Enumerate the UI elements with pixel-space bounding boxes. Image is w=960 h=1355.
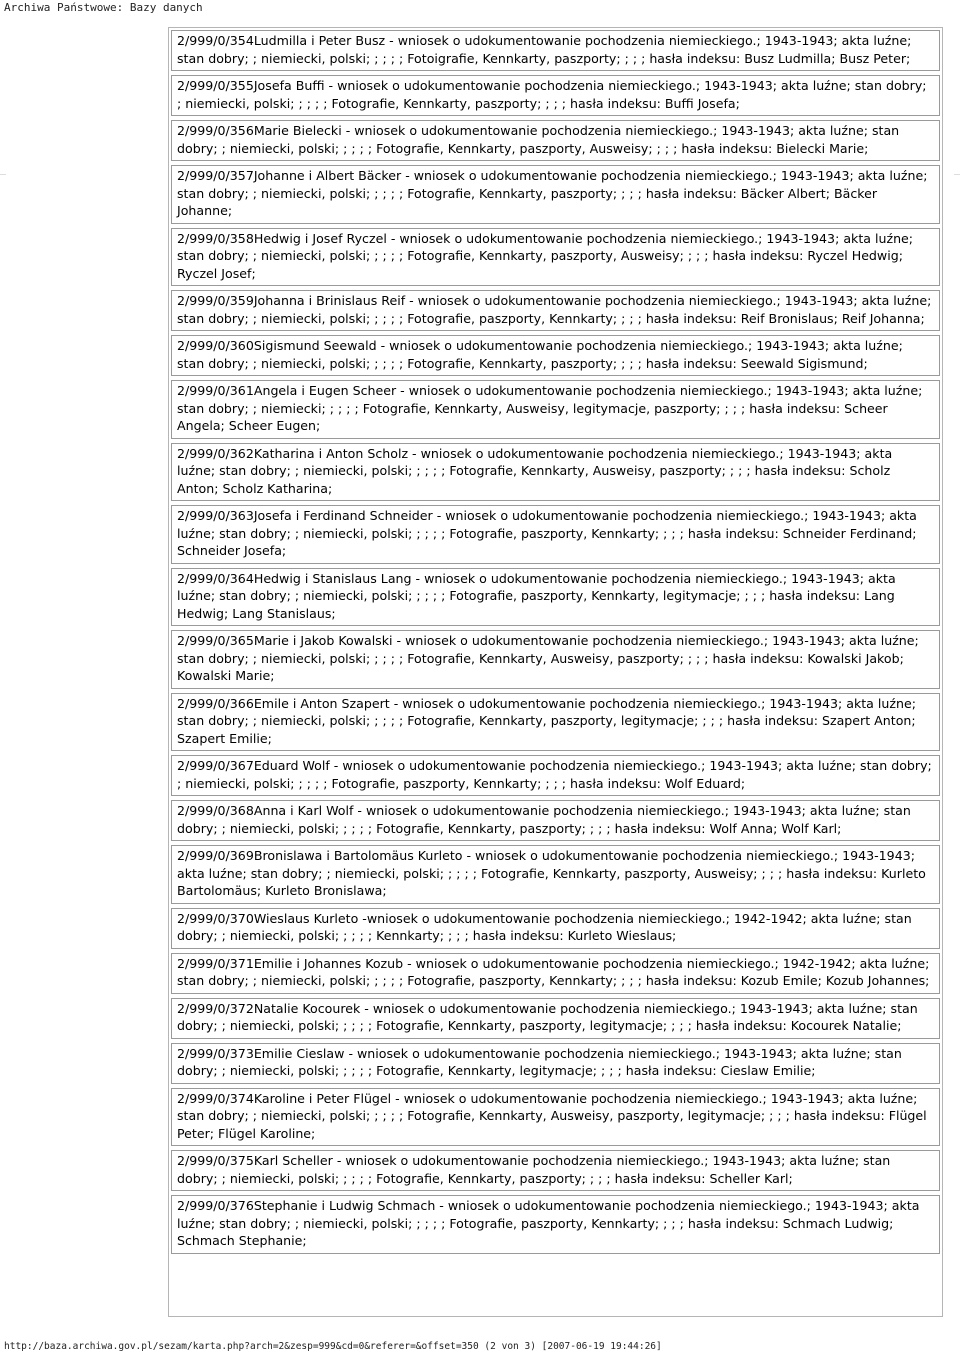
record-description: Natalie Kocourek - wniosek o udokumentowanie pochodzenia niemieckiego.; 1943-1943; akta luźne; stan dobry; ; niemiecki, polski; ; ; ; ; Fotografie, Kennkarty, paszporty, legitymacje; ; ; ; hasła indeksu: Kocourek Natalie; xyxy=(177,1000,918,1033)
record-description: Karoline i Peter Flügel - wniosek o udokumentowanie pochodzenia niemieckiego.; 1943-1943; akta luźne; stan dobry; ; niemiecki, polski; ; ; ; ; Fotografie, Kennkarty, Ausweisy, paszporty, legitymacje; ; ; ; hasła indeksu: Flügel Peter; Flügel Karoline; xyxy=(177,1090,927,1141)
record-signature[interactable]: 2/999/0/367 xyxy=(177,758,254,773)
footer-url: http://baza.archiwa.gov.pl/sezam/karta.php?arch=2&zesp=999&cd=0&referer=&offset=350 (2 von 3) [2007-06-19 19:44:26] xyxy=(4,1341,662,1352)
records-table xyxy=(168,27,943,1317)
record-signature[interactable]: 2/999/0/372 xyxy=(177,1000,254,1016)
record-row xyxy=(171,1195,940,1254)
record-description: Josefa Buffi - wniosek o udokumentowanie pochodzenia niemieckiego.; 1943-1943; akta luźne; stan dobry; ; niemiecki, polski; ; ; ; ; Fotografie, Kennkarty, paszporty; ; ; ; hasła indeksu: Buffi Josefa; xyxy=(177,78,927,111)
record-row xyxy=(171,380,940,439)
record-description: Hedwig i Josef Ryczel - wniosek o udokumentowanie pochodzenia niemieckiego.; 1943-1943; akta luźne; stan dobry; ; niemiecki, polski; ; ; ; ; Fotografie, Kennkarty, paszporty, Ausweisy; ; ; ; hasła indeksu: Ryczel Hedwig; Ryczel Josef; xyxy=(177,230,914,281)
record-description: Sigismund Seewald - wniosek o udokumentowanie pochodzenia niemieckiego.; 1943-1943; akta luźne; stan dobry; ; niemiecki, polski; ; ; ; ; Fotografie, Kennkarty, paszporty; ; ; ; hasła indeksu: Seewald Sigismund; xyxy=(177,338,903,371)
record-description: Johanne i Albert Bäcker - wniosek o udokumentowanie pochodzenia niemieckiego.; 1943-1943; akta luźne; stan dobry; ; niemiecki, polski; ; ; ; ; Fotografie, Kennkarty, paszporty; ; ; ; hasła indeksu: Bäcker Albert; Bäcker Johanne; xyxy=(177,168,928,218)
record-row xyxy=(171,755,940,796)
record-signature[interactable]: 2/999/0/360 xyxy=(177,338,254,353)
record-description: Emilie i Johannes Kozub - wniosek o udokumentowanie pochodzenia niemieckiego.; 1942-1942; akta luźne; stan dobry; ; niemiecki, polski; ; ; ; ; Fotografie, paszporty, Kennkarty; ; ; ; hasła indeksu: Kozub Emile; Kozub Johannes; xyxy=(177,955,930,988)
record-row xyxy=(171,845,940,904)
record-signature[interactable]: 2/999/0/368 xyxy=(177,803,254,818)
record-description: Katharina i Anton Scholz - wniosek o udokumentowanie pochodzenia niemieckiego.; 1943-1943; akta luźne; stan dobry; ; niemiecki, polski; ; ; ; ; Fotografie, Kennkarty, Ausweisy, paszporty; ; ; ; hasła indeksu: Scholz Anton; Scholz Katharina; xyxy=(177,445,893,496)
record-description: Emilie Cieslaw - wniosek o udokumentowanie pochodzenia niemieckiego.; 1943-1943; akta luźne; stan dobry; ; niemiecki, polski; ; ; ; ; Fotografie, Kennkarty, legitymacje; ; ; ; hasła indeksu: Cieslaw Emilie; xyxy=(177,1045,902,1078)
record-row xyxy=(171,953,940,994)
record-row xyxy=(171,228,940,287)
record-row xyxy=(171,908,940,949)
record-signature[interactable]: 2/999/0/375 xyxy=(177,1153,254,1168)
edge-divider-left xyxy=(0,174,6,175)
record-signature[interactable]: 2/999/0/357 xyxy=(177,168,254,183)
record-row xyxy=(171,1043,940,1084)
record-description: Marie Bielecki - wniosek o udokumentowanie pochodzenia niemieckiego.; 1943-1943; akta luźne; stan dobry; ; niemiecki, polski; ; ; ; ; Fotografie, Kennkarty, paszporty, Ausweisy; ; ; ; hasła indeksu: Bielecki Marie; xyxy=(177,123,900,156)
record-description: Stephanie i Ludwig Schmach - wniosek o udokumentowanie pochodzenia niemieckiego.; 1943-1943; akta luźne; stan dobry; ; niemiecki, polski; ; ; ; ; Fotografie, paszporty, Kennkarty; ; ; ; hasła indeksu: Schmach Ludwig; Schmach Stephanie; xyxy=(177,1198,920,1248)
record-description: Anna i Karl Wolf - wniosek o udokumentowanie pochodzenia niemieckiego.; 1943-1943; akta luźne; stan dobry; ; niemiecki, polski; ; ; ; ; Fotografie, Kennkarty, paszporty; ; ; ; hasła indeksu: Wolf Anna; Wolf Karl; xyxy=(177,803,911,836)
record-signature[interactable]: 2/999/0/358 xyxy=(177,230,254,246)
record-signature[interactable]: 2/999/0/374 xyxy=(177,1090,254,1106)
record-row xyxy=(171,290,940,331)
record-description: Emile i Anton Szapert - wniosek o udokumentowanie pochodzenia niemieckiego.; 1943-1943; akta luźne; stan dobry; ; niemiecki, polski; ; ; ; ; Fotografie, Kennkarty, paszporty, legitymacje; ; ; ; hasła indeksu: Szapert Anton; Szapert Emilie; xyxy=(177,695,916,746)
record-signature[interactable]: 2/999/0/361 xyxy=(177,383,254,398)
page-title: Archiwa Państwowe: Bazy danych xyxy=(4,1,203,14)
record-signature[interactable]: 2/999/0/369 xyxy=(177,848,254,863)
record-description: Ludmilla i Peter Busz - wniosek o udokumentowanie pochodzenia niemieckiego.; 1943-1943; akta luźne; stan dobry; ; niemiecki, polski; ; ; ; ; Fotoigrafie, Kennkarty, paszporty; ; ; ; hasła indeksu: Busz Ludmilla; Busz Peter; xyxy=(177,33,912,66)
record-row xyxy=(171,998,940,1039)
record-signature[interactable]: 2/999/0/373 xyxy=(177,1045,254,1061)
record-row xyxy=(171,30,940,71)
record-description: Bronislawa i Bartolomäus Kurleto - wniosek o udokumentowanie pochodzenia niemieckiego.; 1943-1943; akta luźne; stan dobry; ; niemiecki, polski; ; ; ; ; Fotografie, Kennkarty, paszporty, Ausweisy; ; ; ; hasła indeksu: Kurleto Bartolomäus; Kurleto Bronislawa; xyxy=(177,848,926,898)
record-row xyxy=(171,120,940,161)
record-signature[interactable]: 2/999/0/354 xyxy=(177,33,254,48)
record-description: Hedwig i Stanislaus Lang - wniosek o udokumentowanie pochodzenia niemieckiego.; 1943-1943; akta luźne; stan dobry; ; niemiecki, polski; ; ; ; ; Fotografie, paszporty, Kennkarty, legitymacje; ; ; ; hasła indeksu: Lang Hedwig; Lang Stanislaus; xyxy=(177,570,896,621)
record-signature[interactable]: 2/999/0/364 xyxy=(177,570,254,586)
record-signature[interactable]: 2/999/0/370 xyxy=(177,910,254,926)
record-row xyxy=(171,568,940,627)
record-row xyxy=(171,335,940,376)
record-row xyxy=(171,800,940,841)
record-row xyxy=(171,630,940,689)
record-row xyxy=(171,1088,940,1147)
record-row xyxy=(171,505,940,564)
record-description: Karl Scheller - wniosek o udokumentowanie pochodzenia niemieckiego.; 1943-1943; akta luźne; stan dobry; ; niemiecki, polski; ; ; ; ; Fotografie, Kennkarty, paszporty; ; ; ; hasła indeksu: Scheller Karl; xyxy=(177,1153,891,1186)
record-row xyxy=(171,1150,940,1191)
record-description: Josefa i Ferdinand Schneider - wniosek o udokumentowanie pochodzenia niemieckiego.; 1943-1943; akta luźne; stan dobry; ; niemiecki, polski; ; ; ; ; Fotografie, paszporty, Kennkarty; ; ; ; hasła indeksu: Schneider Ferdinand; Schneider Josefa; xyxy=(177,508,917,558)
record-row xyxy=(171,443,940,502)
record-description: Eduard Wolf - wniosek o udokumentowanie pochodzenia niemieckiego.; 1943-1943; akta luźne; stan dobry; ; niemiecki, polski; ; ; ; ; Fotografie, paszporty, Kennkarty; ; ; ; hasła indeksu: Wolf Eduard; xyxy=(177,758,932,791)
record-signature[interactable]: 2/999/0/365 xyxy=(177,633,254,648)
edge-divider-right xyxy=(954,174,960,175)
record-row xyxy=(171,693,940,752)
record-row xyxy=(171,75,940,116)
record-description: Wieslaus Kurleto -wniosek o udokumentowanie pochodzenia niemieckiego.; 1942-1942; akta luźne; stan dobry; ; niemiecki, polski; ; ; ; ; Kennkarty; ; ; ; hasła indeksu: Kurleto Wieslaus; xyxy=(177,910,912,943)
record-signature[interactable]: 2/999/0/359 xyxy=(177,293,254,308)
record-description: Johanna i Brinislaus Reif - wniosek o udokumentowanie pochodzenia niemieckiego.; 1943-1943; akta luźne; stan dobry; ; niemiecki, polski; ; ; ; ; Fotografie, paszporty, Kennkarty; ; ; ; hasła indeksu: Reif Bronislaus; Reif Johanna; xyxy=(177,293,932,326)
record-signature[interactable]: 2/999/0/355 xyxy=(177,78,254,93)
record-row xyxy=(171,165,940,224)
record-signature[interactable]: 2/999/0/362 xyxy=(177,445,254,461)
record-signature[interactable]: 2/999/0/371 xyxy=(177,955,254,971)
record-signature[interactable]: 2/999/0/363 xyxy=(177,508,254,523)
record-signature[interactable]: 2/999/0/356 xyxy=(177,123,254,138)
record-description: Angela i Eugen Scheer - wniosek o udokumentowanie pochodzenia niemieckiego.; 1943-1943; akta luźne; stan dobry; ; niemiecki; ; ; ; ; Fotografie, Kennkarty, Ausweisy, legitymacje, paszporty; ; ; ; hasła indeksu: Scheer Angela; Scheer Eugen; xyxy=(177,383,923,433)
record-signature[interactable]: 2/999/0/366 xyxy=(177,695,254,711)
record-signature[interactable]: 2/999/0/376 xyxy=(177,1198,254,1213)
record-description: Marie i Jakob Kowalski - wniosek o udokumentowanie pochodzenia niemieckiego.; 1943-1943; akta luźne; stan dobry; ; niemiecki, polski; ; ; ; ; Fotografie, Kennkarty, Ausweisy, paszporty; ; ; ; hasła indeksu: Kowalski Jakob; Kowalski Marie; xyxy=(177,633,919,683)
